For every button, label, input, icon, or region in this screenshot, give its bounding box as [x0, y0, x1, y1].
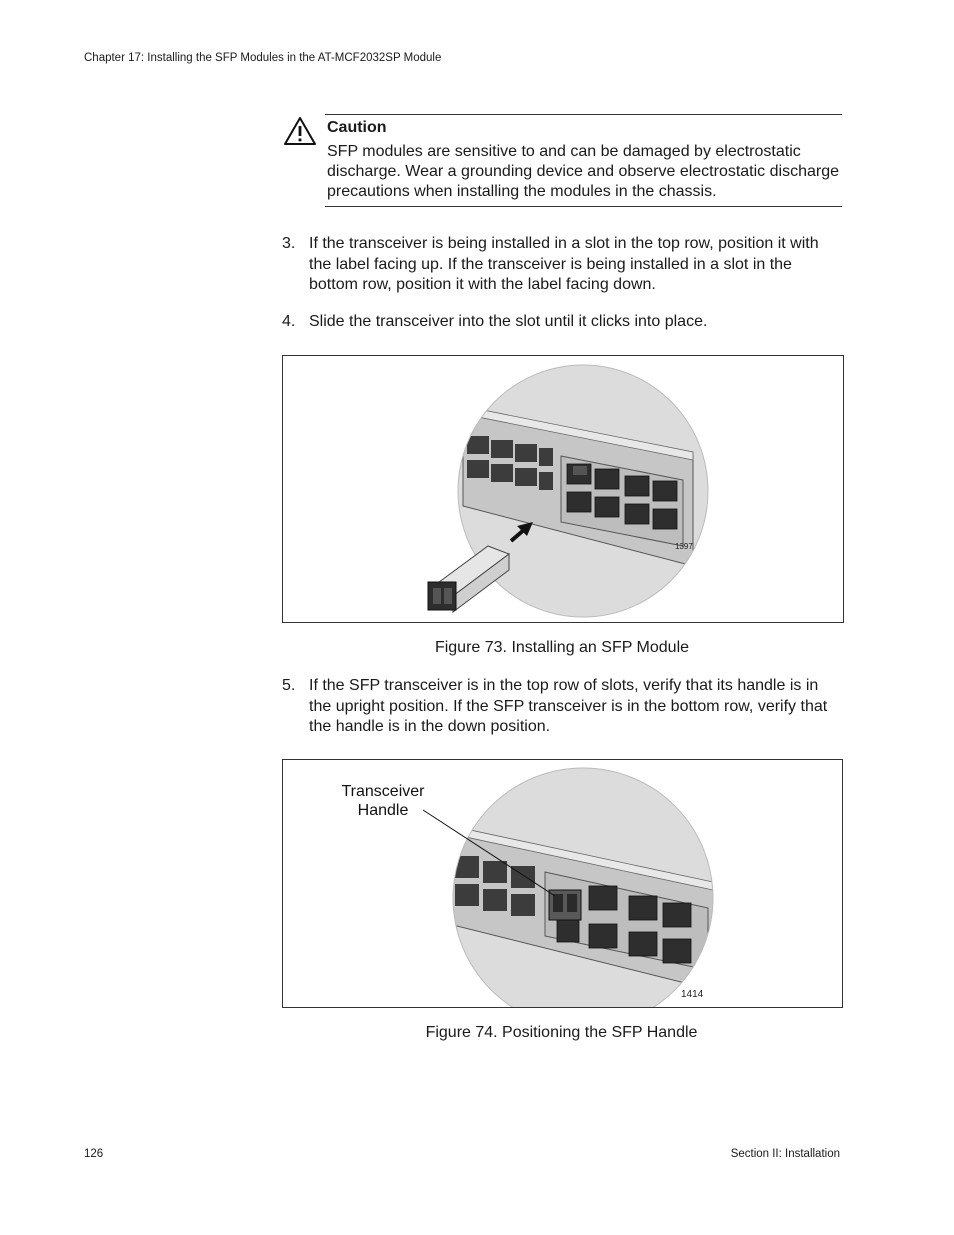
caution-body: SFP modules are sensitive to and can be damaged by electrostatic discharge. Wear a grounding device and observe electrostatic discharge precautions when installing the modules in the chassis.: [327, 143, 839, 200]
figure-id-label: 1397: [675, 542, 693, 551]
figure-73-caption: Figure 73. Installing an SFP Module: [434, 639, 690, 656]
callout-label-line2: Handle: [357, 802, 409, 819]
figure-73-frame: [282, 355, 844, 623]
figure-73-illustration: [283, 356, 843, 622]
transceiver-handle-illustration: [549, 890, 581, 920]
figure-74-illustration: [283, 760, 842, 1007]
step-number: 3.: [282, 235, 296, 252]
caution-title: Caution: [327, 119, 387, 136]
step-text: Slide the transceiver into the slot until it clicks into place.: [309, 313, 708, 330]
running-head: Chapter 17: Installing the SFP Modules in the AT-MCF2032SP Module: [84, 52, 442, 64]
footer-section: Section II: Installation: [730, 1148, 840, 1160]
step-number: 4.: [282, 313, 296, 330]
step-text: If the SFP transceiver is in the top row of slots, verify that its handle is in the upright position. If the SFP transceiver is in the bottom row, verify that the handle is in the down position.: [309, 677, 828, 735]
caution-top-rule: [325, 114, 842, 115]
sfp-module-illustration: [428, 546, 509, 612]
page-number: 126: [84, 1148, 104, 1160]
callout-label-line1: Transceiver: [341, 783, 425, 800]
step-4: [282, 312, 842, 334]
step-5: [282, 676, 842, 738]
warning-triangle-icon: [283, 116, 317, 146]
figure-74-caption: Figure 74. Positioning the SFP Handle: [425, 1024, 698, 1041]
step-3: [282, 234, 842, 296]
step-text: If the transceiver is being installed in a slot in the top row, position it with the label facing up. If the transceiver is being installed in a slot in the bottom row, position it with the label facing down.: [309, 235, 819, 293]
figure-74-frame: [282, 759, 843, 1008]
figure-id-label: 1414: [681, 989, 704, 1000]
caution-bottom-rule: [325, 206, 842, 207]
step-number: 5.: [282, 677, 296, 694]
